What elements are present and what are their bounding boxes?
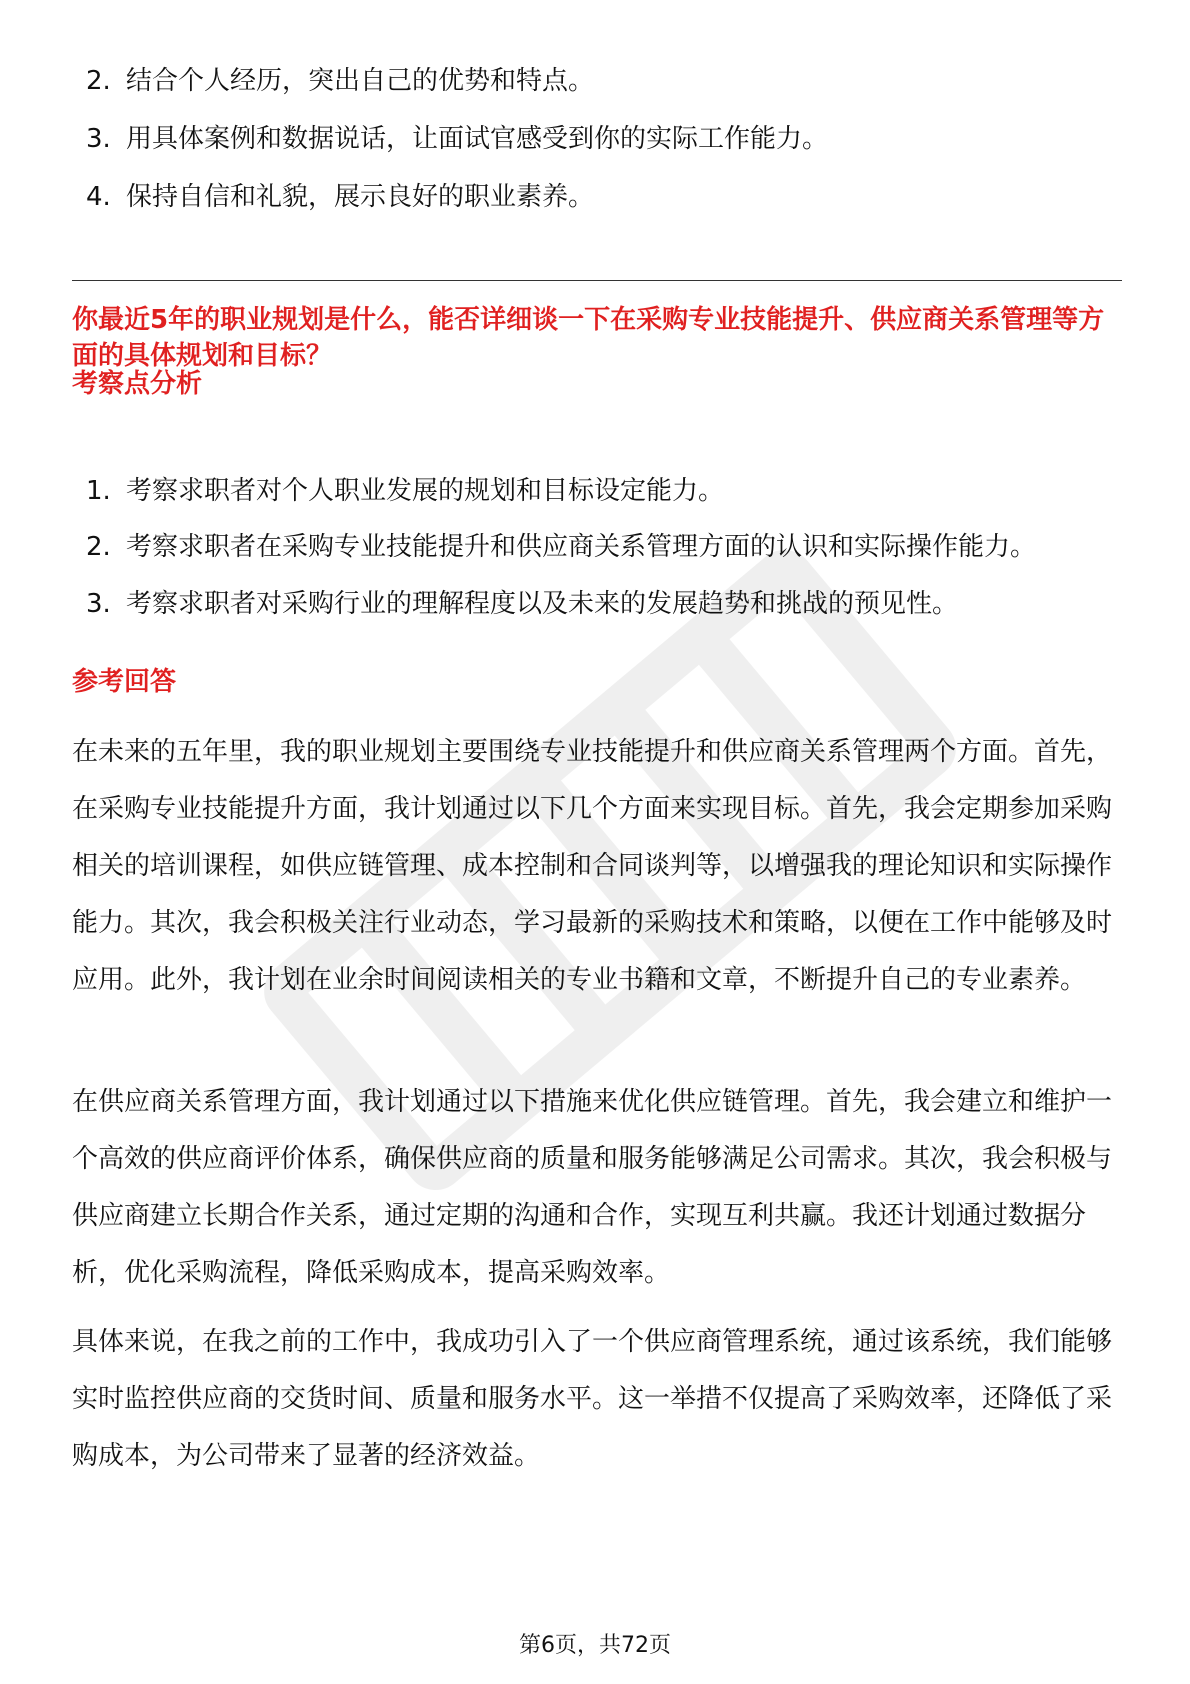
tips-list	[72, 52, 1122, 226]
list-text: 结合个人经历，突出自己的优势和特点。	[126, 66, 595, 96]
list-text: 考察求职者在采购专业技能提升和供应商关系管理方面的认识和实际操作能力。	[126, 532, 1037, 562]
list-number: 2.	[86, 532, 111, 562]
question-heading: 你最近5年的职业规划是什么，能否详细谈一下在采购专业技能提升、供应商关系管理等方面的具体规划和目标？	[72, 305, 1105, 371]
list-item	[72, 520, 1076, 575]
answer-paragraph: 在未来的五年里，我的职业规划主要围绕专业技能提升和供应商关系管理两个方面。首先，在采购专业技能提升方面，我计划通过以下几个方面来实现目标。首先，我会定期参加采购相关的培训课程，如供应链管理、成本控制和合同谈判等，以增强我的理论知识和实际操作能力。其次，我会积极关注行业动态，学习最新的采购技术和策略，以便在工作中能够及时应用。此外，我计划在业余时间阅读相关的专业书籍和文章，不断提升自己的专业素养。	[72, 737, 1113, 995]
answer-paragraph: 具体来说，在我之前的工作中，我成功引入了一个供应商管理系统，通过该系统，我们能够实时监控供应商的交货时间、质量和服务水平。这一举措不仅提高了采购效率，还降低了采购成本，为公司带来了显著的经济效益。	[72, 1327, 1113, 1471]
top-list-container	[72, 0, 1122, 226]
list-text: 用具体案例和数据说话，让面试官感受到你的实际工作能力。	[126, 124, 829, 154]
list-number: 4.	[86, 182, 111, 212]
analysis-title: 考察点分析	[72, 369, 203, 399]
list-item	[72, 110, 1126, 168]
section-divider	[72, 280, 1122, 281]
analysis-list	[72, 462, 1122, 633]
list-number: 3.	[86, 124, 111, 154]
list-text: 考察求职者对个人职业发展的规划和目标设定能力。	[126, 476, 725, 506]
answer-title: 参考回答	[72, 667, 177, 697]
list-item	[72, 52, 1126, 110]
list-number: 3.	[86, 589, 111, 619]
answer-paragraph: 在供应商关系管理方面，我计划通过以下措施来优化供应链管理。首先，我会建立和维护一个高效的供应商评价体系，确保供应商的质量和服务能够满足公司需求。其次，我会积极与供应商建立长期合作关系，通过定期的沟通和合作，实现互利共赢。我还计划通过数据分析，优化采购流程，降低采购成本，提高采购效率。	[72, 1087, 1113, 1288]
list-number: 2.	[86, 66, 111, 96]
list-item	[72, 575, 1126, 633]
page-footer: 第6页，共72页	[519, 1633, 671, 1658]
list-item	[72, 168, 1126, 226]
list-item	[72, 462, 1126, 520]
list-text: 保持自信和礼貌，展示良好的职业素养。	[126, 182, 595, 212]
list-text: 考察求职者对采购行业的理解程度以及未来的发展趋势和挑战的预见性。	[126, 589, 959, 619]
list-number: 1.	[86, 476, 111, 506]
